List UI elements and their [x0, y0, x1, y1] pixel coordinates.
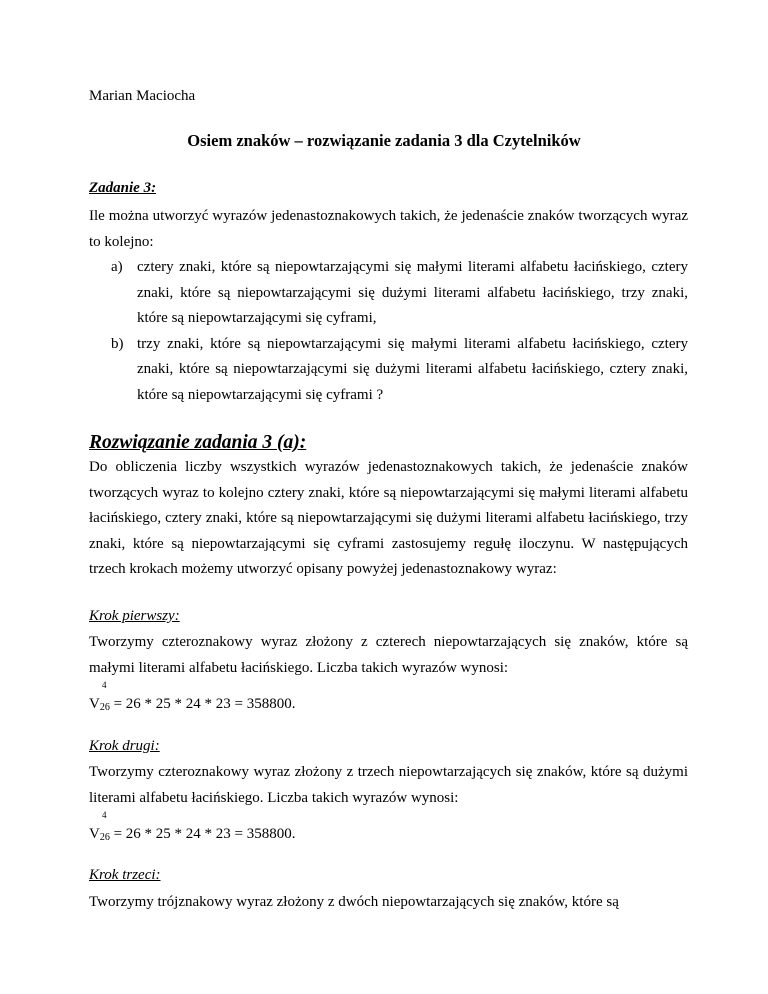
- task-list: [89, 255, 688, 408]
- formula-expression: = 26 * 25 * 24 * 23 = 358800.: [109, 826, 296, 842]
- solution-heading: Rozwiązanie zadania 3 (a):: [89, 432, 307, 453]
- task-item-marker: a): [111, 259, 123, 275]
- step-1-label: Krok pierwszy:: [89, 608, 180, 624]
- author-name: Marian Maciocha: [89, 88, 196, 104]
- formula-subscript: 26: [99, 832, 110, 843]
- formula-expression: = 26 * 25 * 24 * 23 = 358800.: [109, 696, 296, 712]
- task-heading: Zadanie 3:: [89, 180, 157, 196]
- formula-superscript: 4: [102, 810, 107, 820]
- task-item-b: [89, 332, 688, 409]
- solution-intro: Do obliczenia liczby wszystkich wyrazów jedenastoznakowych takich, że jedenaście znaków tworzących wyraz to kolejno cztery znaki, które są niepowtarzającymi się małymi literami alfabetu łacińskiego, cztery znaki, które są niepowtarzającymi się dużymi literami alfabetu łacińskiego, trzy znaki, które są niepowtarzającymi się cyframi zastosujemy regułę iloczynu. W następujących trzech krokach możemy utworzyć opisany powyżej jedenastoznakowy wyraz:: [89, 459, 688, 577]
- step-3-text: Tworzymy trójznakowy wyraz złożony z dwóch niepowtarzających się znaków, które są: [89, 894, 619, 910]
- step-2-text: Tworzymy czteroznakowy wyraz złożony z trzech niepowtarzających się znaków, które są dużymi literami alfabetu łacińskiego. Liczba takich wyrazów wynosi:: [89, 764, 688, 806]
- formula-symbol: V: [89, 826, 100, 842]
- task-item-a: [89, 255, 688, 332]
- step-2-label: Krok drugi:: [89, 738, 160, 754]
- formula-subscript: 26: [99, 702, 110, 713]
- step-2-formula: [89, 810, 296, 843]
- task-item-text: cztery znaki, które są niepowtarzającymi się małymi literami alfabetu łacińskiego, cztery znaki, które są niepowtarzającymi się dużymi literami alfabetu łacińskiego, trzy znaki, które są niepowtarzającymi się cyframi,: [137, 259, 688, 326]
- task-intro: Ile można utworzyć wyrazów jedenastoznakowych takich, że jedenaście znaków tworzących wyraz to kolejno:: [89, 208, 688, 250]
- task-item-marker: b): [111, 335, 124, 352]
- task-item-text: trzy znaki, które są niepowtarzającymi się małymi literami alfabetu łacińskiego, cztery znaki, które są niepowtarzającymi się dużymi literami alfabetu łacińskiego, cztery znaki, które są niepowtarzającymi się cyframi ?: [137, 335, 688, 403]
- formula-symbol: V: [89, 696, 100, 712]
- step-1-formula: [89, 680, 296, 713]
- step-3-label: Krok trzeci:: [89, 867, 161, 883]
- step-1-text: Tworzymy czteroznakowy wyraz złożony z czterech niepowtarzających się znaków, które są małymi literami alfabetu łacińskiego. Liczba takich wyrazów wynosi:: [89, 634, 688, 676]
- formula-superscript: 4: [102, 680, 107, 690]
- document-title: Osiem znaków – rozwiązanie zadania 3 dla Czytelników: [187, 131, 581, 150]
